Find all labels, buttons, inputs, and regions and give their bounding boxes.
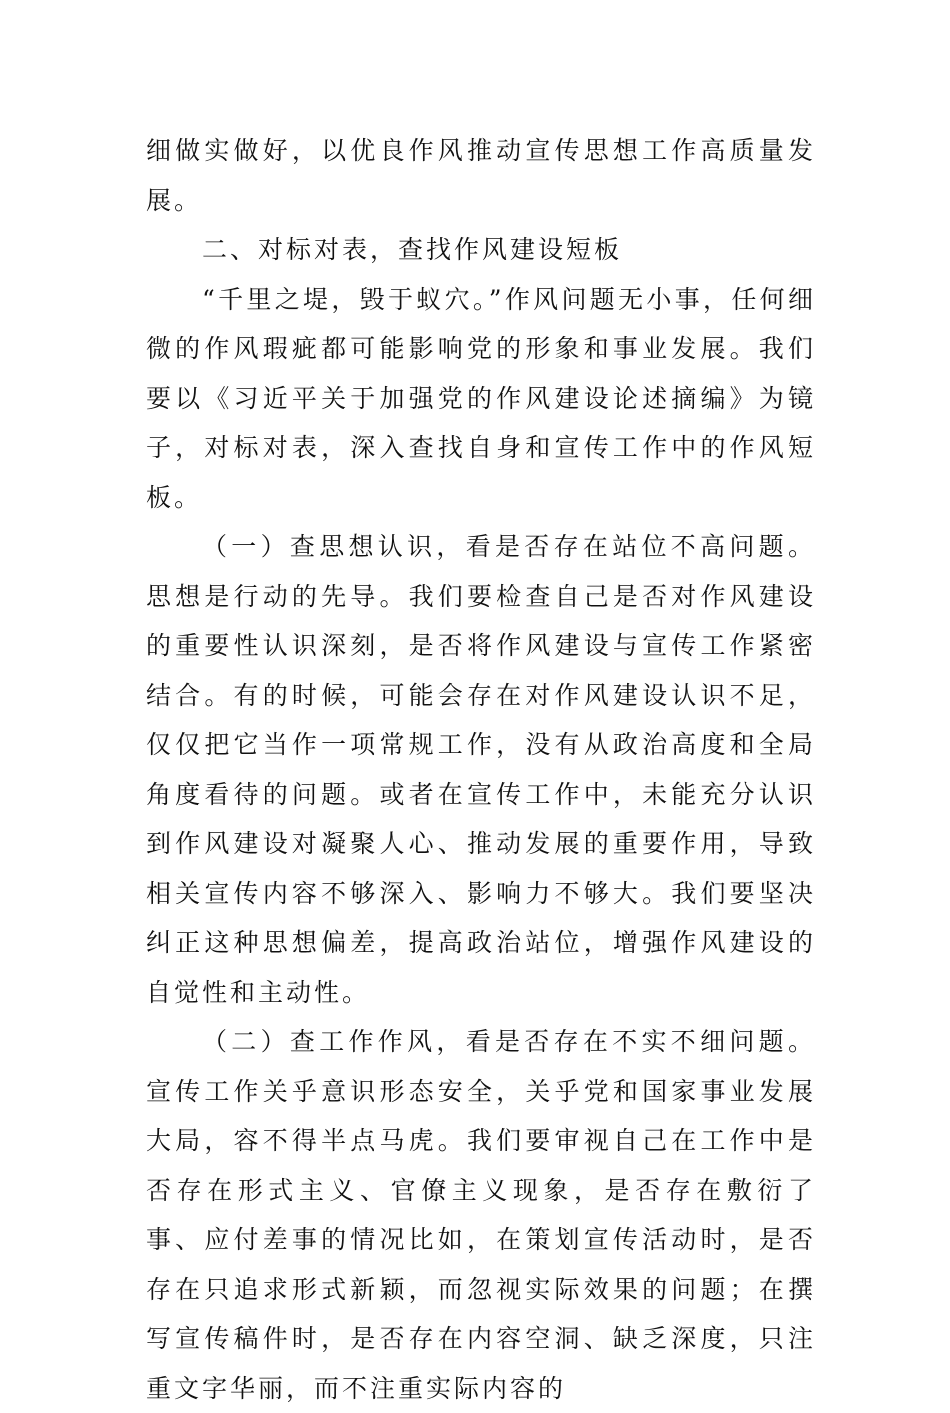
document-body xyxy=(146,126,816,1413)
paragraph: “千里之堤，毁于蚁穴。”作风问题无小事，任何细微的作风瑕疵都可能影响党的形象和事业发展。我们要以《习近平关于加强党的作风建设论述摘编》为镜子，对标对表，深入查找自身和宣传工作中的作风短板。 xyxy=(146,284,816,512)
paragraph: （二）查工作作风，看是否存在不实不细问题。宣传工作关乎意识形态安全，关乎党和国家事业发展大局，容不得半点马虎。我们要审视自己在工作中是否存在形式主义、官僚主义现象，是否存在敷衍了事、应付差事的情况比如，在策划宣传活动时，是否存在只追求形式新颖，而忽视实际效果的问题；在撰写宣传稿件时，是否存在内容空洞、缺乏深度，只注重文字华丽，而不注重实际内容的 xyxy=(146,1027,816,1403)
section-heading: 二、对标对表，查找作风建设短板 xyxy=(202,235,623,264)
paragraph: （一）查思想认识，看是否存在站位不高问题。思想是行动的先导。我们要检查自己是否对作风建设的重要性认识深刻，是否将作风建设与宣传工作紧密结合。有的时候，可能会存在对作风建设认识不足，仅仅把它当作一项常规工作，没有从政治高度和全局角度看待的问题。或者在宣传工作中，未能充分认识到作风建设对凝聚人心、推动发展的重要作用，导致相关宣传内容不够深入、影响力不够大。我们要坚决纠正这种思想偏差，提高政治站位，增强作风建设的自觉性和主动性。 xyxy=(146,532,816,1007)
paragraph-continuation: 细做实做好，以优良作风推动宣传思想工作高质量发展。 xyxy=(146,136,816,215)
